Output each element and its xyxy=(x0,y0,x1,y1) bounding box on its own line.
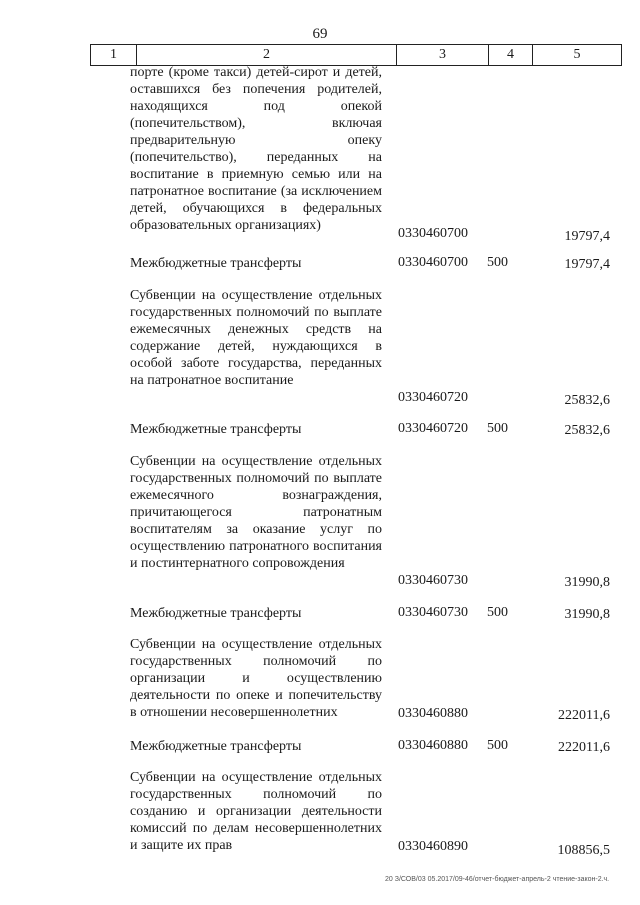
row-code: 0330460890 xyxy=(398,839,468,854)
header-col-3: 3 xyxy=(396,45,488,65)
row-vr: 500 xyxy=(487,738,508,753)
footer-file-path: 20 З/СОВ/03 05.2017/09-46/отчет-бюджет-апрель-2 чтение-закон-2.ч. xyxy=(385,876,610,883)
table-row xyxy=(130,255,620,275)
row-amount: 25832,6 xyxy=(564,423,610,438)
row-vr: 500 xyxy=(487,255,508,270)
table-row xyxy=(130,738,620,758)
table-row xyxy=(130,636,620,726)
row-description: Субвенции на осуществление отдельных государственных полномочий по выплате ежемесячных денежных средств на содержание детей, нуждающихся в особой заботе государства, переданных на патронатное воспитание xyxy=(130,288,382,388)
row-vr: 500 xyxy=(487,421,508,436)
table-row xyxy=(130,769,620,859)
row-description: Субвенции на осуществление отдельных государственных полномочий по выплате ежемесячного вознаграждения, причитающегося патронатным воспитателям за оказание услуг по осуществлению патронатного воспитания и постинтернатного сопровождения xyxy=(130,454,382,571)
header-col-5: 5 xyxy=(532,45,622,65)
table-row xyxy=(130,605,620,625)
row-amount: 222011,6 xyxy=(558,708,610,723)
row-amount: 31990,8 xyxy=(564,575,610,590)
row-description: Субвенции на осуществление отдельных государственных полномочий по созданию и организации деятельности комиссий по делам несовершеннолетних и защите их прав xyxy=(130,770,382,853)
row-amount: 108856,5 xyxy=(557,843,610,858)
row-code: 0330460700 xyxy=(398,226,468,241)
row-description: Межбюджетные трансферты xyxy=(130,422,302,437)
row-vr: 500 xyxy=(487,605,508,620)
table-row xyxy=(130,421,620,441)
row-description: Межбюджетные трансферты xyxy=(130,256,302,271)
header-col-1: 1 xyxy=(90,45,136,65)
page-number: 69 xyxy=(312,26,328,42)
row-code: 0330460880 xyxy=(398,706,468,721)
row-code: 0330460730 xyxy=(398,573,468,588)
row-code: 0330460720 xyxy=(398,390,468,405)
table-row xyxy=(130,64,620,244)
row-amount: 31990,8 xyxy=(564,607,610,622)
row-description: Межбюджетные трансферты xyxy=(130,739,302,754)
row-code: 0330460700 xyxy=(398,255,468,270)
row-amount: 222011,6 xyxy=(558,740,610,755)
table-row xyxy=(130,287,620,412)
row-description: Межбюджетные трансферты xyxy=(130,606,302,621)
row-description: порте (кроме такси) детей-сирот и детей, оставшихся без попечения родителей, находящихся под опекой (попечительством), включая предварительную опеку (попечительство), переданных на воспитание в приемную семью или на патронатное воспитание (за исключением детей, обучающихся в федеральных образовательных организациях) xyxy=(130,65,382,233)
row-amount: 19797,4 xyxy=(564,257,610,272)
row-code: 0330460880 xyxy=(398,738,468,753)
row-amount: 19797,4 xyxy=(564,229,610,244)
header-col-2: 2 xyxy=(136,45,396,65)
row-code: 0330460730 xyxy=(398,605,468,620)
header-col-4: 4 xyxy=(488,45,532,65)
row-amount: 25832,6 xyxy=(564,393,610,408)
table-row xyxy=(130,453,620,593)
row-code: 0330460720 xyxy=(398,421,468,436)
table-header xyxy=(90,44,622,66)
row-description: Субвенции на осуществление отдельных государственных полномочий по организации и осуществлению деятельности по опеке и попечительству в отношении несовершеннолетних xyxy=(130,637,382,720)
